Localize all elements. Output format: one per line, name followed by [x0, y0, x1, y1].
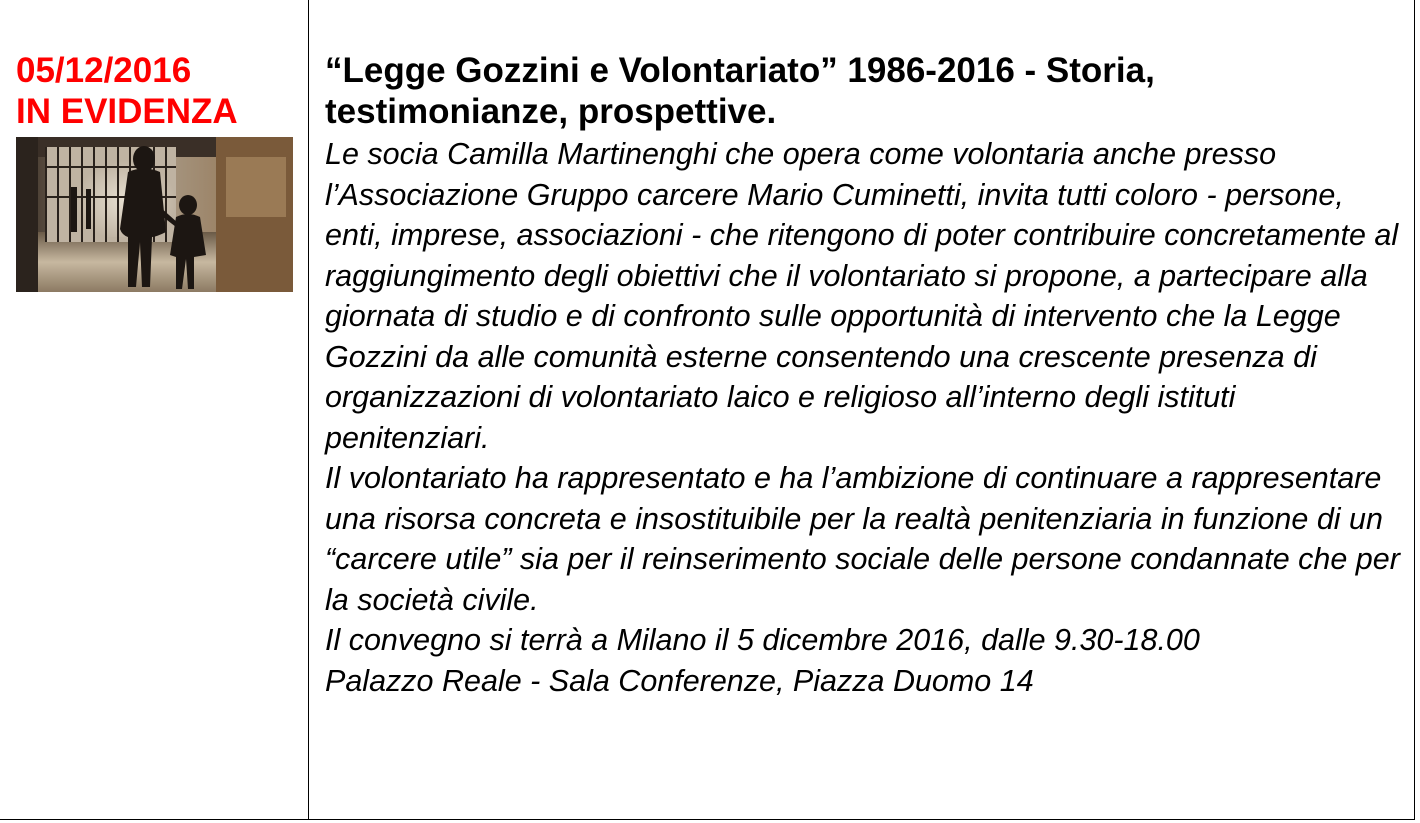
article-column	[325, 50, 1405, 701]
highlight-label: IN EVIDENZA	[16, 92, 238, 131]
article-title: “Legge Gozzini e Volontariato” 1986-2016 - Storia, testimonianze, prospettive.	[325, 51, 1155, 131]
article-paragraph: Il volontariato ha rappresentato e ha l’ambizione di continuare a rappresentare una risorsa concreta e insostituibile per la realtà penitenziaria in funzione di un “carcere utile” sia per il reinserimento sociale delle persone condannate che per la società civile.	[325, 461, 1400, 617]
event-date: 05/12/2016	[16, 51, 192, 90]
prison-corridor-photo	[16, 137, 293, 292]
column-divider	[308, 0, 309, 819]
article-paragraph: Le socia Camilla Martinenghi che opera come volontaria anche presso l’Associazione Gruppo carcere Mario Cuminetti, invita tutti coloro - persone, enti, imprese, associazioni - che ritengono di poter contribuire concretamente al raggiungimento degli obiettivi che il volontariato si propone, a partecipare alla giornata di studio e di confronto sulle opportunità di intervento che la Legge Gozzini da alle comunità esterne consentendo una crescente presenza di organizzazioni di volontariato laico e religioso all’interno degli istituti penitenziari.	[325, 137, 1399, 455]
article-body	[325, 134, 1405, 701]
sidebar-column	[16, 50, 301, 292]
event-datetime: Il convegno si terrà a Milano il 5 dicembre 2016, dalle 9.30-18.00	[325, 623, 1200, 657]
event-location: Palazzo Reale - Sala Conferenze, Piazza Duomo 14	[325, 663, 1034, 698]
